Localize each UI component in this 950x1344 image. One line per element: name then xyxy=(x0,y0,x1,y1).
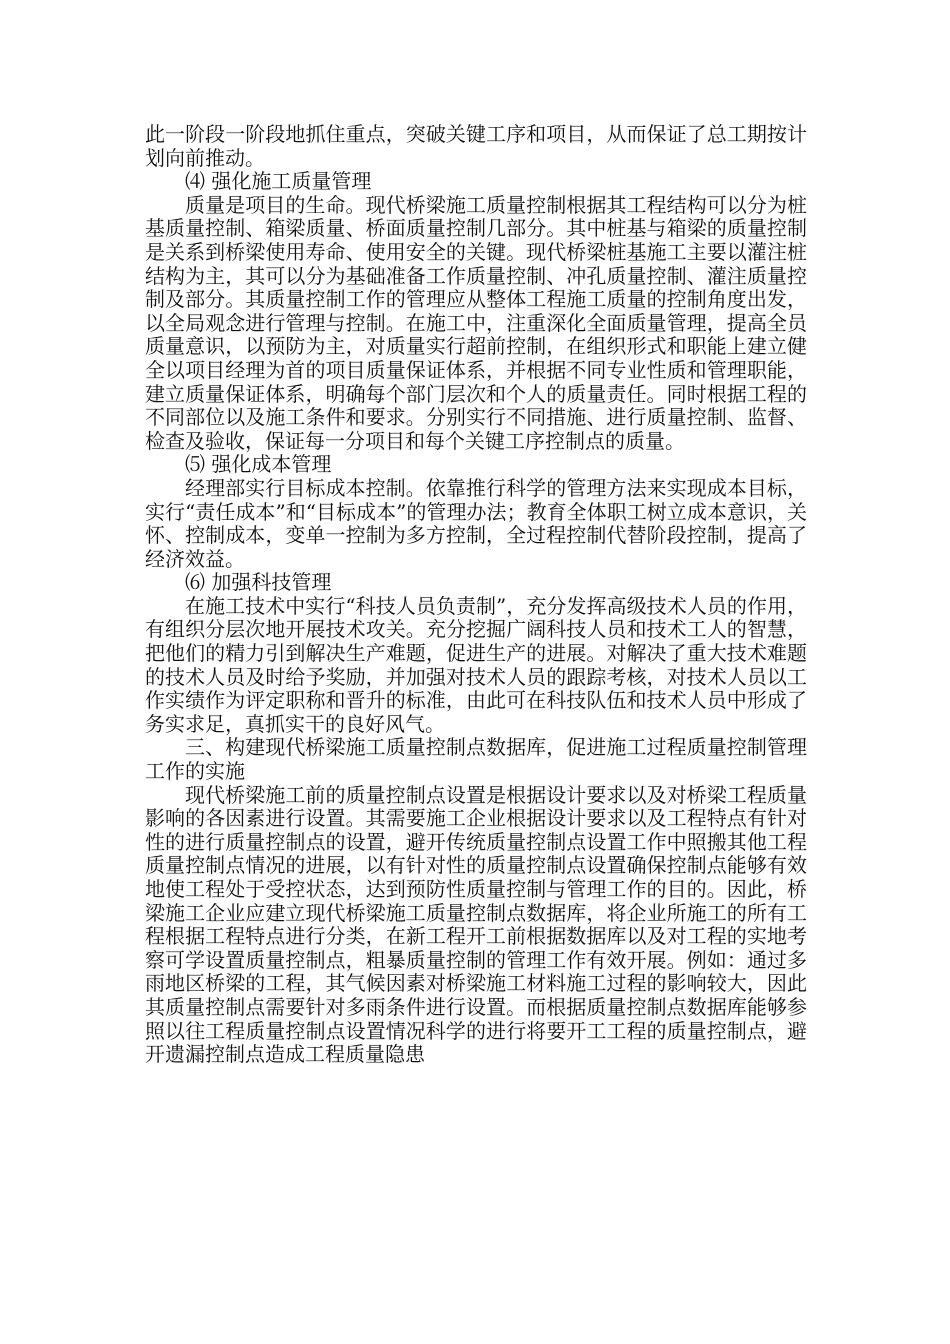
paragraph-tech: 在施工技术中实行“科技人员负责制”，充分发挥高级技术人员的作用，有组织分层次地开展技术攻关。充分挖掘广阔科技人员和技术工人的智慧，把他们的精力引到解决生产难题，促进生产的进展。对解决了重大技术难题的技术人员及时给予奖励，并加强对技术人员的跟踪考核，对技术人员以工作实绩作为评定职称和晋升的标准，由此可在科技队伍和技术人员中形成了务实求足，真抓实干的良好风气。 xyxy=(145,593,807,736)
section-heading-three: 三、构建现代桥梁施工质量控制点数据库，促进施工过程质量控制管理工作的实施 xyxy=(145,735,807,784)
document-page xyxy=(145,123,807,1067)
paragraph-cost: 经理部实行目标成本控制。依靠推行科学的管理方法来实现成本目标，实行“责任成本”和“目标成本”的管理办法；教育全体职工树立成本意识，关怀、控制成本，变单一控制为多方控制，全过程控制代替阶段控制，提高了经济效益。 xyxy=(145,475,807,571)
paragraph-continuation: 此一阶段一阶段地抓住重点，突破关键工序和项目，从而保证了总工期按计划向前推动。 xyxy=(145,122,807,170)
heading-tech-management: ⑹ 加强科技管理 xyxy=(185,570,332,595)
paragraph-control-points: 现代桥梁施工前的质量控制点设置是根据设计要求以及对桥梁工程质量影响的各因素进行设置。其需要施工企业根据设计要求以及工程特点有针对性的进行质量控制点的设置，避开传统质量控制点设置工作中照搬其他工程质量控制点情况的进展，以有针对性的质量控制点设置确保控制点能够有效地使工程处于受控状态，达到预防性质量控制与管理工作的目的。因此，桥梁施工企业应建立现代桥梁施工质量控制点数据库，将企业所施工的所有工程根据工程特点进行分类，在新工程开工前根据数据库以及对工程的实地考察可学设置质量控制点，粗暴质量控制的管理工作有效开展。例如：通过多雨地区桥梁的工程，其气候因素对桥梁施工材料施工过程的影响较大，因此其质量控制点需要针对多雨条件进行设置。而根据质量控制点数据库能够参照以往工程质量控制点设置情况科学的进行将要开工工程的质量控制点，避开遗漏控制点造成工程质量隐患 xyxy=(145,782,807,1067)
paragraph-quality: 质量是项目的生命。现代桥梁施工质量控制根据其工程结构可以分为桩基质量控制、箱梁质量、桥面质量控制几部分。其中桩基与箱梁的质量控制是关系到桥梁使用寿命、使用安全的关键。现代桥梁桩基施工主要以灌注桩结构为主，其可以分为基础准备工作质量控制、冲孔质量控制、灌注质量控制及部分。其质量控制工作的管理应从整体工程施工质量的控制角度出发，以全局观念进行管理与控制。在施工中，注重深化全面质量管理，提高全员质量意识，以预防为主，对质量实行超前控制，在组织形式和职能上建立健全以项目经理为首的项目质量保证体系，并根据不同专业性质和管理职能，建立质量保证体系，明确每个部门层次和个人的质量责任。同时根据工程的不同部位以及施工条件和要求。分别实行不同措施、进行质量控制、监督、检查及验收，保证每一分项目和每个关键工序控制点的质量。 xyxy=(145,192,807,453)
heading-cost-management: ⑸ 强化成本管理 xyxy=(185,452,332,477)
heading-quality-management: ⑷ 强化施工质量管理 xyxy=(185,169,372,194)
